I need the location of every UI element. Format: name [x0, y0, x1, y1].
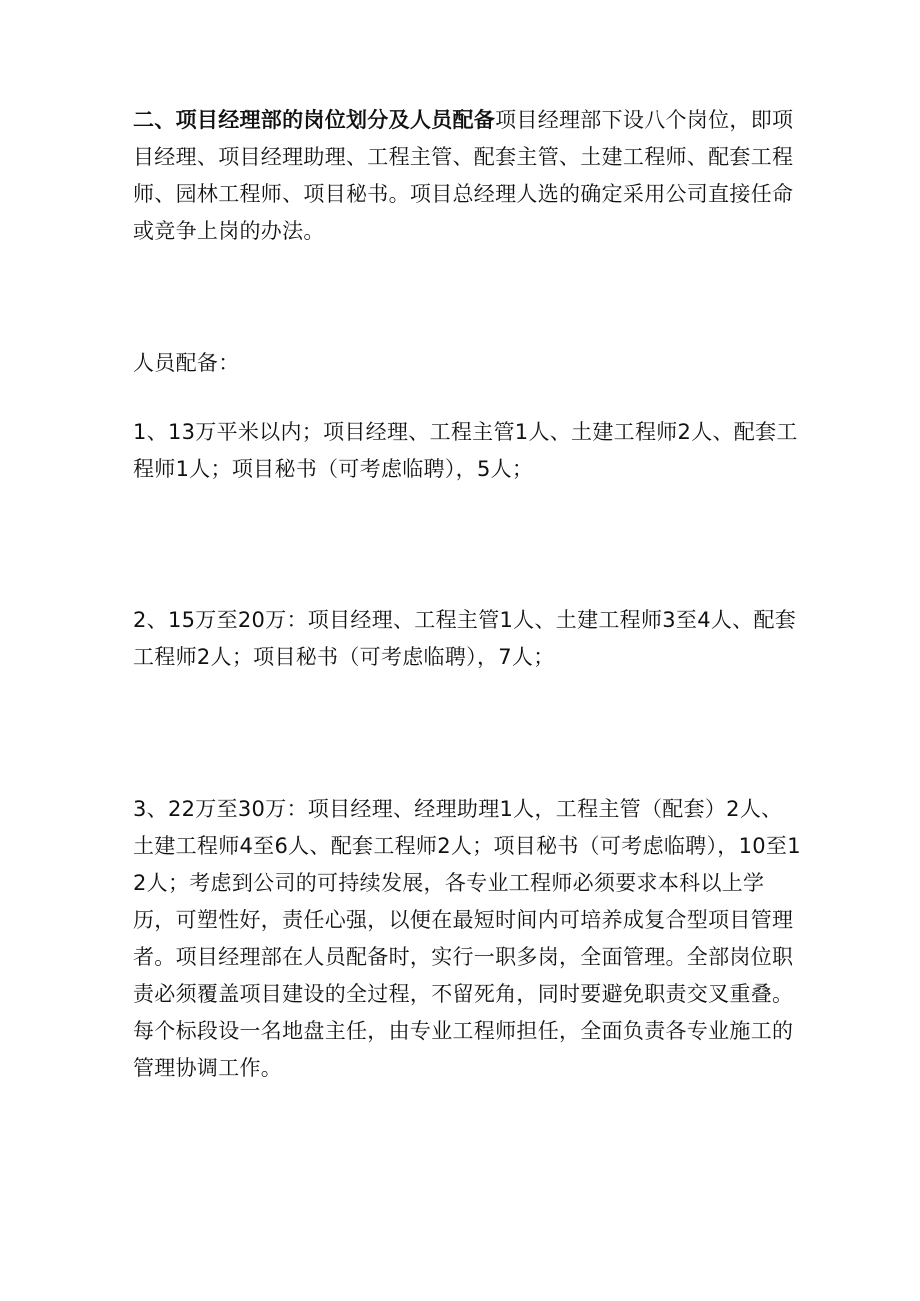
staffing-item-1: 1、13万平米以内；项目经理、工程主管1人、土建工程师2人、配套工程师1人；项目秘书（可考虑临聘），5人；	[133, 420, 798, 481]
staffing-item-2: 2、15万至20万：项目经理、工程主管1人、土建工程师3至4人、配套工程师2人；项目秘书（可考虑临聘），7人；	[133, 608, 797, 669]
staffing-item-3: 3、22万至30万：项目经理、经理助理1人，工程主管（配套）2人、土建工程师4至6人、配套工程师2人；项目秘书（可考虑临聘），10至12人；考虑到公司的可持续发展，各专业工程师必须要求本科以上学历，可塑性好，责任心强，以便在最短时间内可培养成复合型项目管理者。项目经理部在人员配备时，实行一职多岗，全面管理。全部岗位职责必须覆盖项目建设的全过程，不留死角，同时要避免职责交叉重叠。每个标段设一名地盘主任，由专业工程师担任，全面负责各专业施工的管理协调工作。	[133, 797, 801, 1080]
staffing-label: 人员配备：	[133, 351, 240, 375]
section-heading: 二、项目经理部的岗位划分及人员配备	[133, 108, 496, 132]
intro-text: 项目经理部下设八个岗位，即项目经理、项目经理助理、工程主管、配套主管、土建工程师、配套工程师、园林工程师、项目秘书。项目总经理人选的确定采用公司直接任命或竞争上岗的办法。	[133, 108, 794, 243]
intro-paragraph	[133, 102, 803, 250]
